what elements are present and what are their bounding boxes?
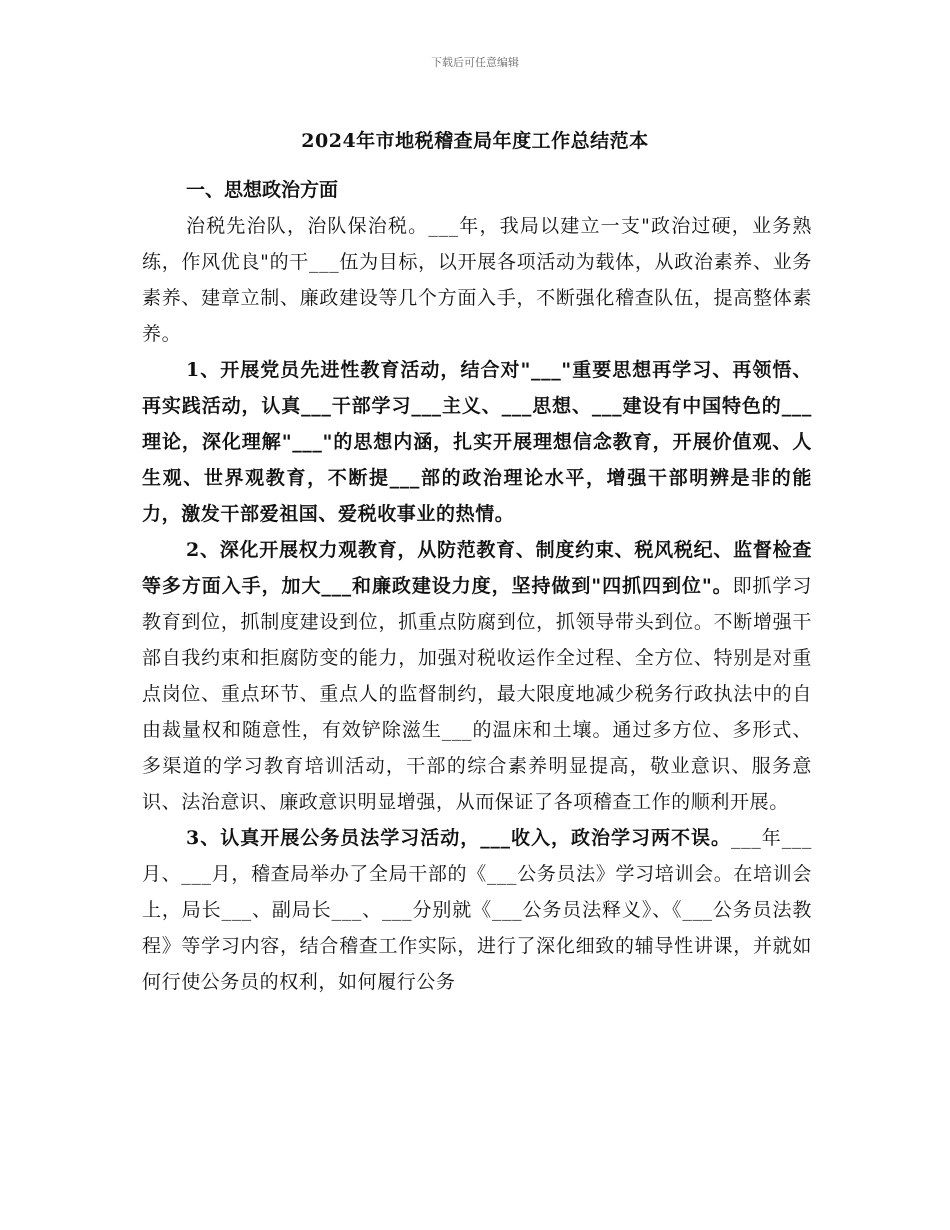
paragraph-item-2-lead: 2、深化开展权力观教育，从防范教育、制度约束、税风税纪、监督检查等多方面入手，加大___和廉政建设力度，坚持做到"四抓四到位"。 [142, 539, 812, 597]
paragraph-item-3-body: ___年___月、___月，稽查局举办了全局干部的《___公务员法》学习培训会。在培训会上，局长___、副局长___、___分别就《___公务员法释义》、《___公务员法教程》等学习内容，结合稽查工作实际，进行了深化细致的辅导性讲课，并就如何行使公务员的权利，如何履行公务 [142, 827, 812, 993]
paragraph-item-3 [142, 820, 812, 1000]
document-body [142, 172, 812, 1000]
paragraph-intro: 治税先治队，治队保治税。___年，我局以建立一支"政治过硬，业务熟练，作风优良"的干___伍为目标，以开展各项活动为载体，从政治素养、业务素养、建章立制、廉政建设等几个方面入手，不断强化稽查队伍，提高整体素养。 [142, 215, 812, 345]
page-header-note: 下载后可任意编辑 [431, 56, 519, 69]
paragraph-item-2-body: 即抓学习教育到位，抓制度建设到位，抓重点防腐到位，抓领导带头到位。不断增强干部自我约束和拒腐防变的能力，加强对税收运作全过程、全方位、特别是对重点岗位、重点环节、重点人的监督制约，最大限度地减少税务行政执法中的自由裁量权和随意性，有效铲除滋生___的温床和土壤。通过多方位、多形式、多渠道的学习教育培训活动，干部的综合素养明显提高，敬业意识、服务意识、法治意识、廉政意识明显增强，从而保证了各项稽查工作的顺利开展。 [142, 575, 813, 813]
paragraph-item-2 [142, 532, 812, 820]
document-title: 2024年市地税稽查局年度工作总结范本 [301, 130, 649, 152]
section-heading: 一、思想政治方面 [186, 179, 339, 201]
paragraph-item-3-lead: 3、认真开展公务员法学习活动，___收入，政治学习两不误。 [186, 827, 731, 849]
paragraph-item-1: 1、开展党员先进性教育活动，结合对"___"重要思想再学习、再领悟、再实践活动，认真___干部学习___主义、___思想、___建设有中国特色的___理论，深化理解"___"的思想内涵，扎实开展理想信念教育，开展价值观、人生观、世界观教育，不断提___部的政治理论水平，增强干部明辨是非的能力，激发干部爱祖国、爱税收事业的热情。 [142, 359, 812, 525]
